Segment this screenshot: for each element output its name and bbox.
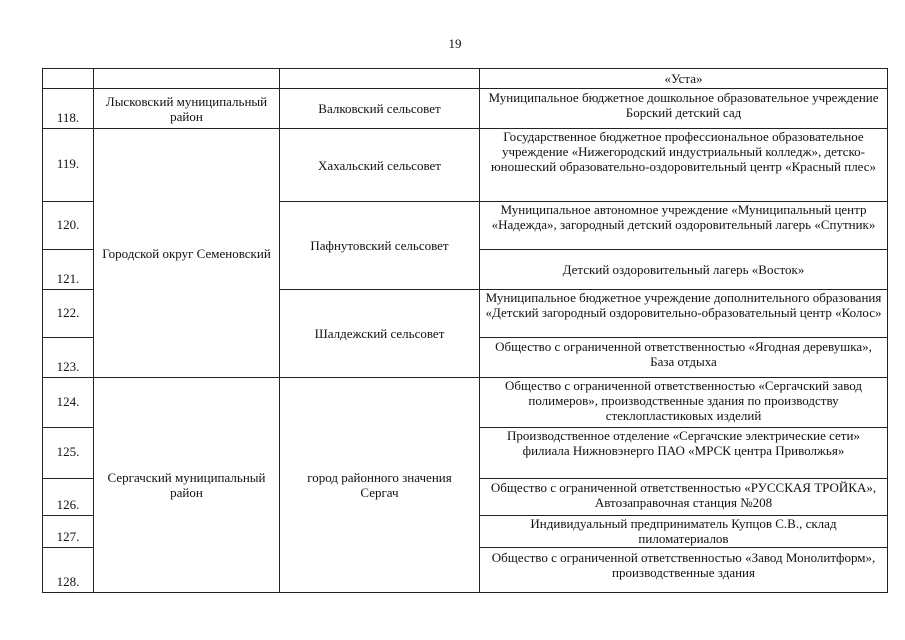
cell-empty (42, 68, 94, 89)
settlement-cell: Валковский сельсовет (279, 88, 480, 129)
cell-empty (93, 68, 280, 89)
row-number: 118. (42, 88, 94, 129)
row-number: 127. (42, 515, 94, 548)
org-cell: Индивидуальный предприниматель Купцов С.В., склад пиломатериалов (479, 515, 888, 548)
org-continuation: «Уста» (479, 68, 888, 89)
page-number: 19 (448, 36, 462, 51)
row-number: 126. (42, 478, 94, 516)
row-number: 122. (42, 289, 94, 338)
org-cell: Производственное отделение «Сергачские электрические сети» филиала Нижновэнерго ПАО «МРСК центра Приволжья» (479, 427, 888, 479)
row-number: 120. (42, 201, 94, 250)
row-number: 124. (42, 377, 94, 428)
district-cell: Сергачский муниципальный район (93, 377, 280, 593)
org-cell: Муниципальное автономное учреждение «Муниципальный центр «Надежда», загородный детский оздоровительный лагерь «Спутник» (479, 201, 888, 250)
org-cell: Детский оздоровительный лагерь «Восток» (479, 249, 888, 290)
row-number: 128. (42, 547, 94, 593)
settlement-cell: Хахальский сельсовет (279, 128, 480, 202)
org-cell: Государственное бюджетное профессиональное образовательное учреждение «Нижегородский индустриальный колледж», детско-юношеский образовательно-оздоровительный центр «Красный плес» (479, 128, 888, 202)
org-cell: Муниципальное бюджетное учреждение дополнительного образования «Детский загородный оздоровительно-образовательный центр «Колос» (479, 289, 888, 338)
district-cell: Городской округ Семеновский (93, 128, 280, 378)
org-cell: Общество с ограниченной ответственностью «Завод Монолитформ», производственные здания (479, 547, 888, 593)
row-number: 119. (42, 128, 94, 202)
settlement-cell: Шалдежский сельсовет (279, 289, 480, 378)
row-number: 125. (42, 427, 94, 479)
row-number: 123. (42, 337, 94, 378)
settlement-cell: Пафнутовский сельсовет (279, 201, 480, 290)
row-number: 121. (42, 249, 94, 290)
district-cell: Лысковский муниципальный район (93, 88, 280, 129)
org-cell: Общество с ограниченной ответственностью «Ягодная деревушка», База отдыха (479, 337, 888, 378)
settlement-cell: город районного значения Сергач (279, 377, 480, 593)
org-cell: Муниципальное бюджетное дошкольное образовательное учреждение Борский детский сад (479, 88, 888, 129)
org-cell: Общество с ограниченной ответственностью «РУССКАЯ ТРОЙКА», Автозаправочная станция №208 (479, 478, 888, 516)
cell-empty (279, 68, 480, 89)
org-cell: Общество с ограниченной ответственностью «Сергачский завод полимеров», производственные здания по производству стеклопластиковых изделий (479, 377, 888, 428)
